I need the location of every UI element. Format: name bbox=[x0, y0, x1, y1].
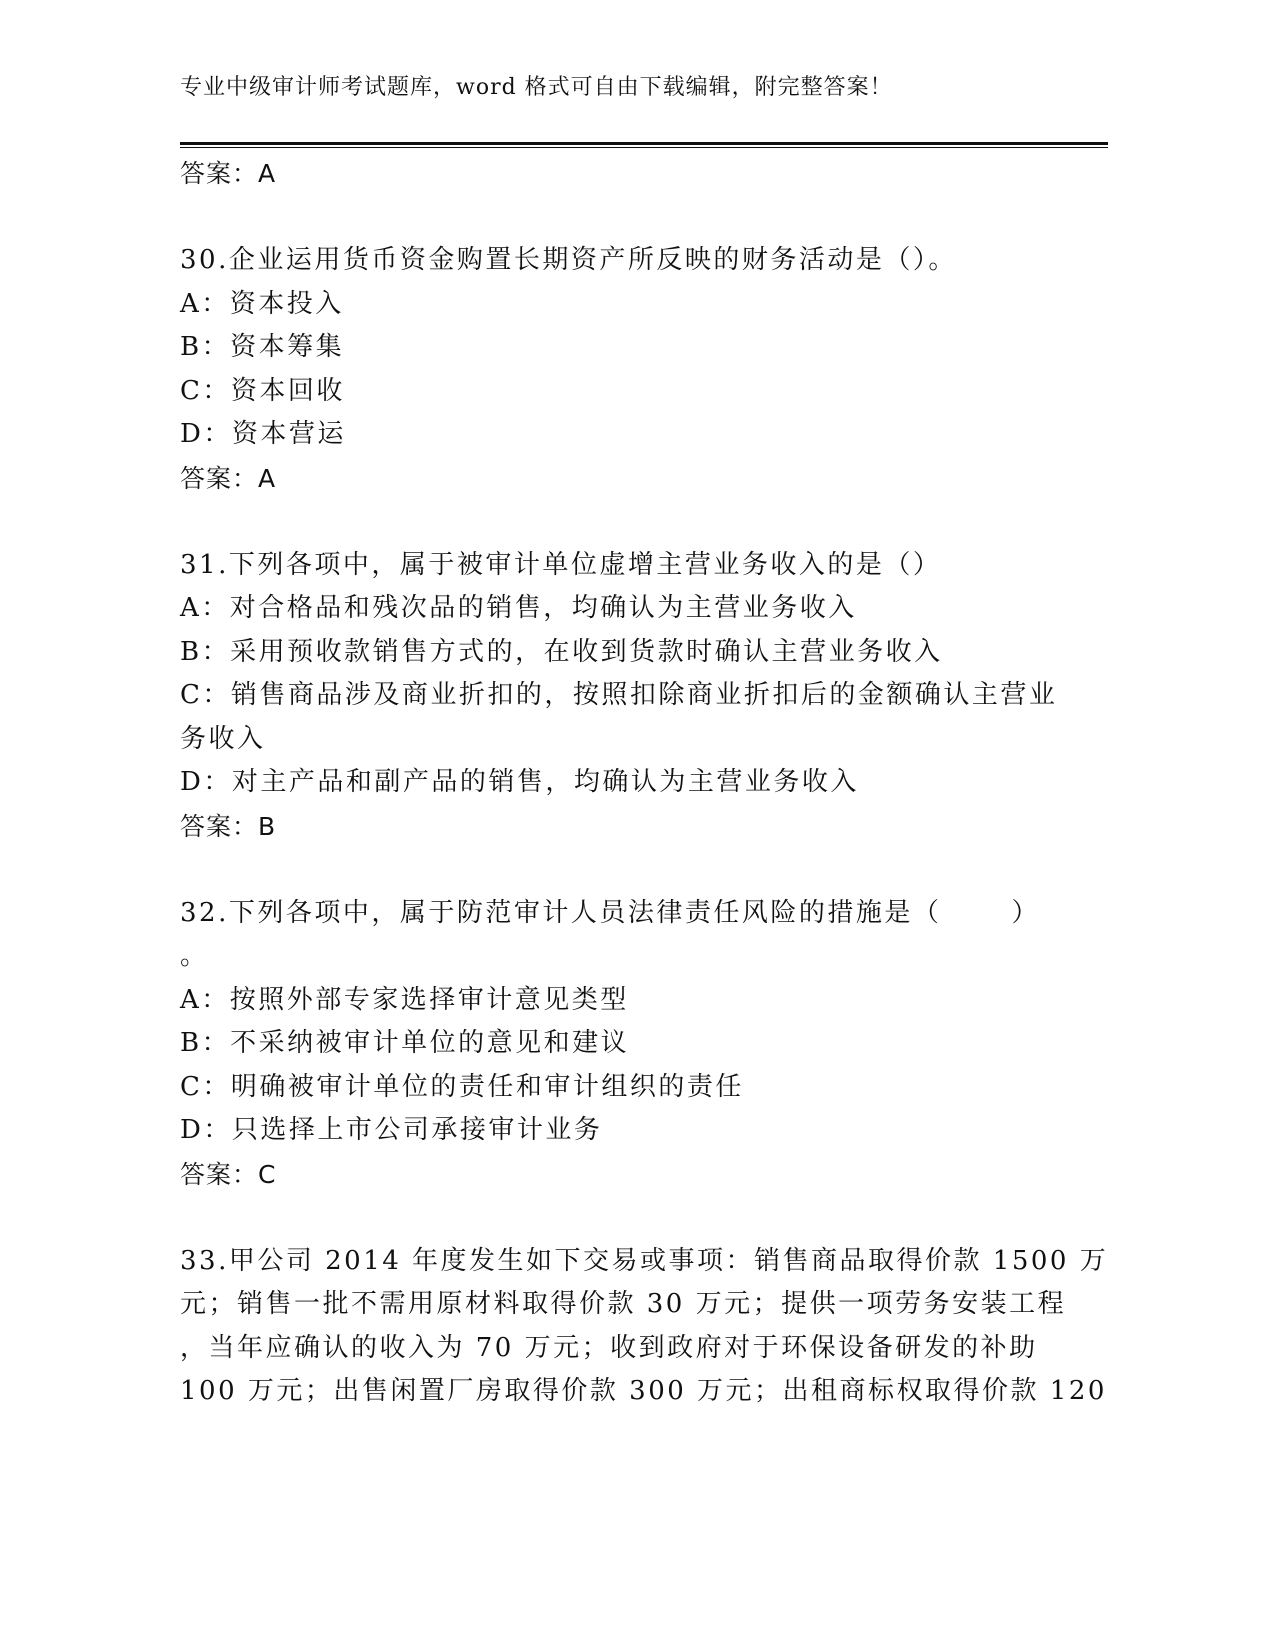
header-rule-thick bbox=[180, 142, 1108, 145]
answer-line: 答案：A bbox=[180, 463, 277, 493]
option-text: 只选择上市公司承接审计业务 bbox=[231, 1115, 603, 1145]
option-d bbox=[180, 413, 1040, 457]
option-label: C： bbox=[180, 375, 231, 406]
option-label: B： bbox=[180, 332, 231, 362]
option-text: 不采纳被审计单位的意见和建议 bbox=[230, 1028, 630, 1058]
question-text-line: ，当年应确认的收入为 70 万元；收到政府对于环保设备研发的补助 bbox=[180, 1332, 1038, 1363]
option-c bbox=[180, 370, 1040, 414]
option-c bbox=[180, 1066, 1040, 1110]
option-label: A： bbox=[180, 288, 230, 319]
option-c bbox=[180, 674, 1058, 718]
answer-line: 答案：C bbox=[180, 1159, 277, 1189]
question-title: 30.企业运用货币资金购置长期资产所反映的财务活动是（）。 bbox=[180, 245, 957, 275]
option-a bbox=[180, 283, 1040, 327]
option-label: A： bbox=[180, 593, 230, 623]
question-text-line: 33.甲公司 2014 年度发生如下交易或事项：销售商品取得价款 1500 万 bbox=[180, 1245, 1109, 1276]
option-a bbox=[180, 979, 1040, 1023]
option-text: 按照外部专家选择审计意见类型 bbox=[229, 984, 629, 1015]
question-33 bbox=[180, 1240, 1109, 1414]
option-label: C： bbox=[180, 1071, 231, 1102]
option-text: 资本回收 bbox=[230, 375, 345, 406]
document-body bbox=[180, 152, 1109, 1414]
question-30 bbox=[180, 239, 1040, 500]
question-title: 31.下列各项中，属于被审计单位虚增主营业务收入的是（） bbox=[180, 549, 942, 580]
question-title-close: ） bbox=[1011, 897, 1040, 928]
option-label: B： bbox=[180, 1028, 231, 1058]
option-label: D： bbox=[180, 1115, 232, 1145]
option-b bbox=[180, 326, 1040, 370]
option-text: 资本筹集 bbox=[230, 332, 345, 362]
question-title-text: 32.下列各项中，属于防范审计人员法律责任风险的措施是（ bbox=[180, 897, 942, 928]
option-label: A： bbox=[180, 984, 230, 1015]
option-b bbox=[180, 1022, 1040, 1066]
option-text: 资本营运 bbox=[231, 419, 346, 449]
option-label: C： bbox=[180, 680, 231, 710]
question-text-line: 元；销售一批不需用原材料取得价款 30 万元；提供一项劳务安装工程 bbox=[180, 1289, 1067, 1319]
option-text: 对合格品和残次品的销售，均确认为主营业务收入 bbox=[229, 593, 857, 623]
option-d bbox=[180, 1109, 1040, 1153]
header-rule-thin bbox=[180, 147, 1108, 148]
option-text: 销售商品涉及商业折扣的，按照扣除商业折扣后的金额确认主营业 bbox=[230, 680, 1058, 710]
blank-space bbox=[941, 892, 1011, 936]
option-a bbox=[180, 587, 1040, 631]
option-text: 对主产品和副产品的销售，均确认为主营业务收入 bbox=[231, 767, 859, 797]
answer-line: 答案：A bbox=[180, 159, 277, 188]
question-31 bbox=[180, 544, 1058, 849]
question-text-line: 100 万元；出售闲置厂房取得价款 300 万元；出租商标权取得价款 120 bbox=[180, 1376, 1107, 1406]
header-rule bbox=[180, 142, 1108, 148]
option-d bbox=[180, 761, 1040, 805]
answer-line: 答案：B bbox=[180, 811, 277, 841]
page-header: 专业中级审计师考试题库，word 格式可自由下载编辑，附完整答案！ bbox=[180, 75, 893, 100]
question-title bbox=[180, 892, 1040, 936]
option-text: 明确被审计单位的责任和审计组织的责任 bbox=[230, 1071, 744, 1102]
option-text: 采用预收款销售方式的，在收到货款时确认主营业务收入 bbox=[230, 636, 943, 667]
option-label: D： bbox=[180, 767, 232, 797]
question-32 bbox=[180, 892, 1040, 1197]
option-b bbox=[180, 631, 1040, 675]
option-c-continued: 务收入 bbox=[180, 723, 266, 754]
option-label: D： bbox=[180, 419, 232, 449]
option-label: B： bbox=[180, 636, 231, 667]
option-text: 资本投入 bbox=[229, 288, 344, 319]
question-title-continued: 。 bbox=[180, 941, 209, 971]
